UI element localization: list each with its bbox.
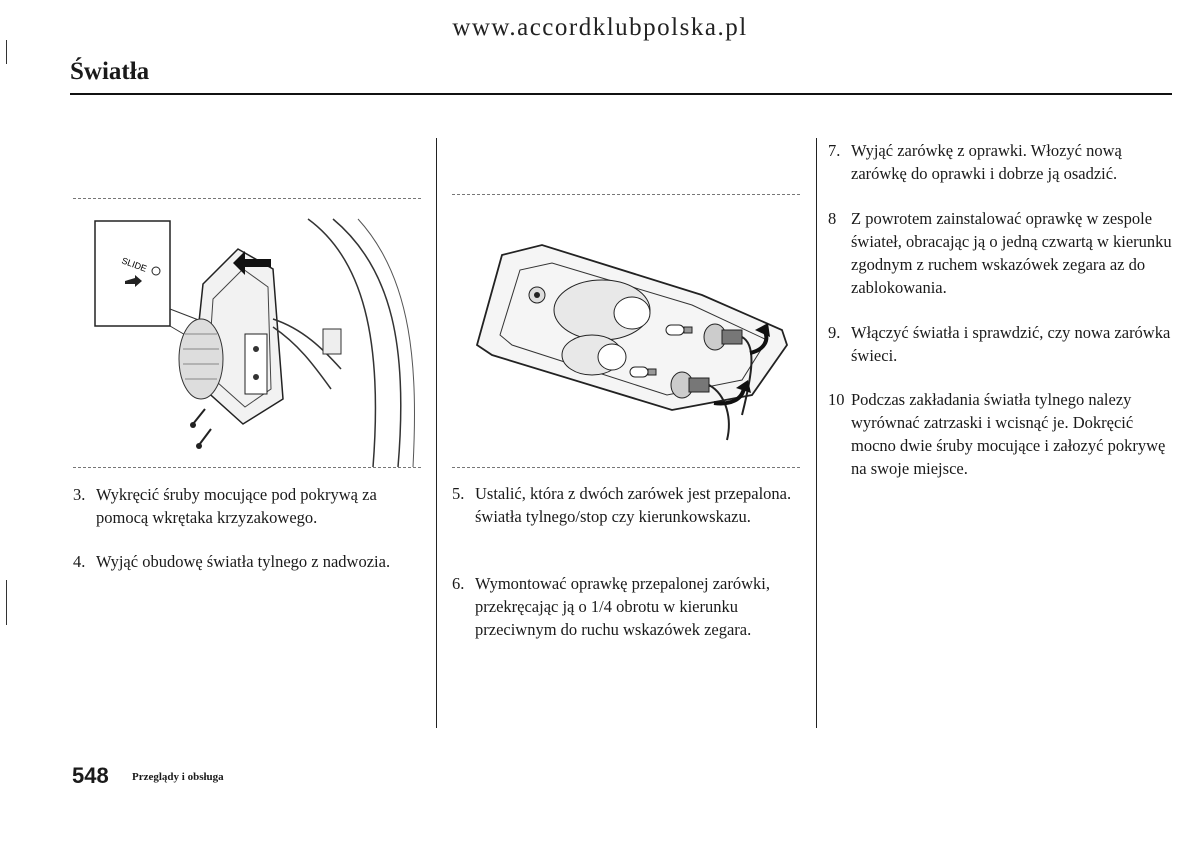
footer-section-name: Przeglądy i obsługa (132, 771, 224, 783)
step-number: 5. (452, 484, 465, 503)
step-item (828, 139, 1173, 185)
slide-label: SLIDE (120, 255, 149, 274)
tail-light-removal-illustration (73, 199, 421, 467)
step-item (452, 482, 802, 528)
step-text: Ustalić, która z dwóch zarówek jest przepalona. światła tylnego/stop czy kierunkowskazu. (475, 484, 792, 526)
step-text: Włączyć światła i sprawdzić, czy nowa zarówka świeci. (851, 323, 1171, 365)
step-text: Wyjąć obudowę światła tylnego z nadwozia. (96, 552, 391, 571)
step-number: 4. (73, 552, 86, 571)
screw-icon (196, 429, 211, 449)
step-number: 9. (828, 323, 841, 342)
bulb-icon (630, 367, 656, 377)
section-title: Światła (70, 58, 150, 85)
bulb-icon (666, 325, 692, 335)
bulb-sockets-illustration (452, 195, 800, 467)
step-text: Wykręcić śruby mocujące pod pokrywą za pomocą wkrętaka krzyzakowego. (96, 485, 377, 527)
step-item (828, 207, 1173, 299)
screw-icon (190, 409, 205, 428)
step-item (828, 321, 1173, 367)
margin-mark (6, 40, 7, 64)
step-number: 7. (828, 141, 841, 160)
page-number: 548 (72, 763, 109, 788)
figure-tail-light-removal (73, 198, 421, 468)
step-text: Z powrotem zainstalować oprawkę w zespole świateł, obracając ją o jedną czwartą w kierunku zgodnym z ruchem wskazówek zegara az do zablokowania. (851, 209, 1172, 297)
step-text: Wymontować oprawkę przepalonej zarówki, przekręcając ją o 1/4 obrotu w kierunku przeciwnym do ruchu wskazówek zegara. (475, 574, 770, 639)
step-number: 6. (452, 574, 465, 593)
step-number: 10 (828, 390, 845, 409)
step-item (828, 388, 1173, 480)
figure-bulb-sockets (452, 194, 800, 468)
step-item (73, 483, 425, 529)
margin-mark (6, 580, 7, 625)
step-number: 3. (73, 485, 86, 504)
step-number: 8 (828, 209, 837, 228)
step-item (452, 572, 802, 641)
step-item (73, 550, 425, 573)
header-rule (70, 93, 1172, 95)
site-url: www.accordklubpolska.pl (452, 14, 748, 41)
step-text: Wyjąć zarówkę z oprawki. Włozyć nową zarówkę do oprawki i dobrze ją osadzić. (851, 141, 1122, 183)
step-text: Podczas zakładania światła tylnego nalezy wyrównać zatrzaski i wcisnąć je. Dokręcić mocno dwie śruby mocujące i załozyć pokrywę na swoje miejsce. (851, 390, 1166, 478)
slide-lock-icon (152, 267, 160, 275)
column-divider-left (436, 138, 437, 728)
slide-arrow-icon (125, 275, 142, 287)
column-divider-right (816, 138, 817, 728)
